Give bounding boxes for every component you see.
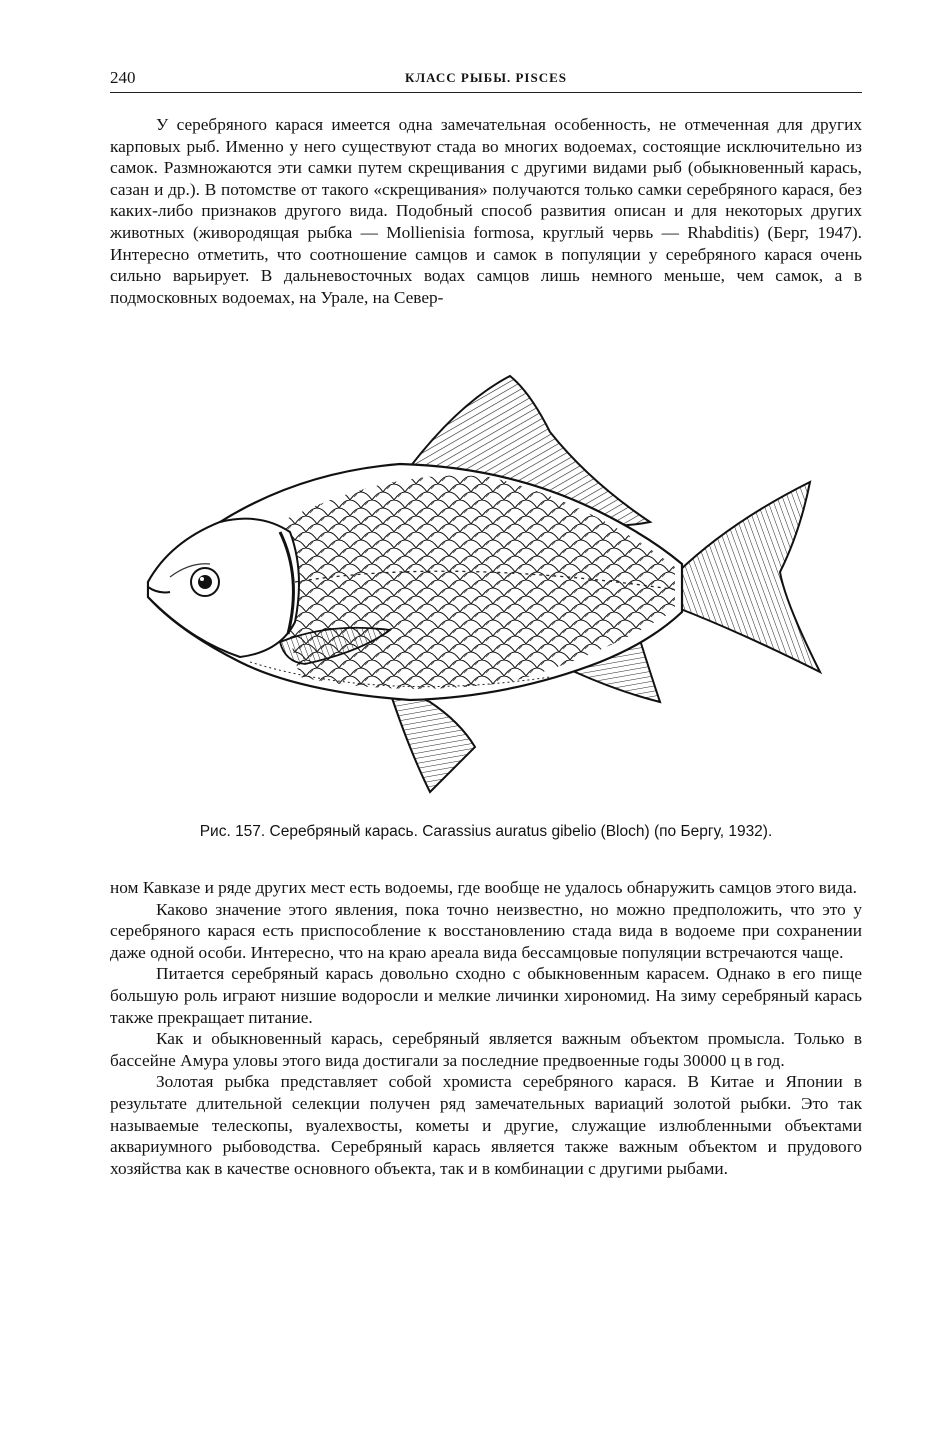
paragraph: Питается серебряный карась довольно сходно с обыкновенным карасем. Однако в его пище большую роль играют низшие водоросли и мелкие личинки хирономид. На зиму серебряный карась также прекращает питание.	[110, 964, 862, 1027]
paragraph: Каково значение этого явления, пока точно неизвестно, но можно предположить, что это у серебряного карася есть приспособление к восстановлению стада вида в водоеме при сохранении даже одной особи. Интересно, что на краю ареала вида бессамцовые популяции встречаются чаще.	[110, 899, 862, 962]
paragraph-continuation: ном Кавказе и ряде других мест есть водоемы, где вообще не удалось обнаружить самцов этого вида.	[110, 878, 857, 897]
figure-caption: Рис. 157. Серебряный карась. Carassius auratus gibelio (Bloch) (по Бергу, 1932).	[199, 823, 773, 840]
top-text-block	[110, 114, 862, 308]
bottom-text-block	[110, 877, 862, 1179]
running-head: КЛАСС РЫБЫ. PISCES	[405, 70, 567, 85]
page-number: 240	[110, 68, 136, 87]
fish-illustration	[130, 372, 830, 802]
page-header	[110, 66, 862, 93]
paragraph: Как и обыкновенный карась, серебряный является важным объектом промысла. Только в бассейне Амура уловы этого вида достигали за последние предвоенные годы 30000 ц в год.	[110, 1029, 862, 1070]
silver-crucian-carp-drawing	[130, 372, 830, 802]
paragraph: У серебряного карася имеется одна замечательная особенность, не отмеченная для других карповых рыб. Именно у него существуют стада во многих водоемах, состоящие исключительно из самок. Размножаются эти самки путем скрещивания с другими видами рыб (обыкновенный карась, сазан и др.). В потомстве от такого «скрещивания» получаются только самки серебряного карася, без каких-либо признаков другого вида. Подобный способ развития описан и для некоторых других животных (живородящая рыбка — Mollienisia formosa, круглый червь — Rhabditis) (Берг, 1947). Интересно отметить, что соотношение самцов и самок в популяции у серебряного карася очень сильно варьирует. В дальневосточных водах самцов лишь немного меньше, чем самок, а в подмосковных водоемах, на Урале, на Север-	[110, 115, 862, 307]
paragraph: Золотая рыбка представляет собой хромиста серебряного карася. В Китае и Японии в результате длительной селекции получен ряд замечательных вариаций золотой рыбки. Это так называемые телескопы, вуалехвосты, кометы и другие, служащие излюбленными объектами аквариумного рыбоводства. Серебряный карась является также важным объектом и прудового хозяйства как в качестве основного объекта, так и в комбинации с другими рыбами.	[110, 1072, 862, 1178]
